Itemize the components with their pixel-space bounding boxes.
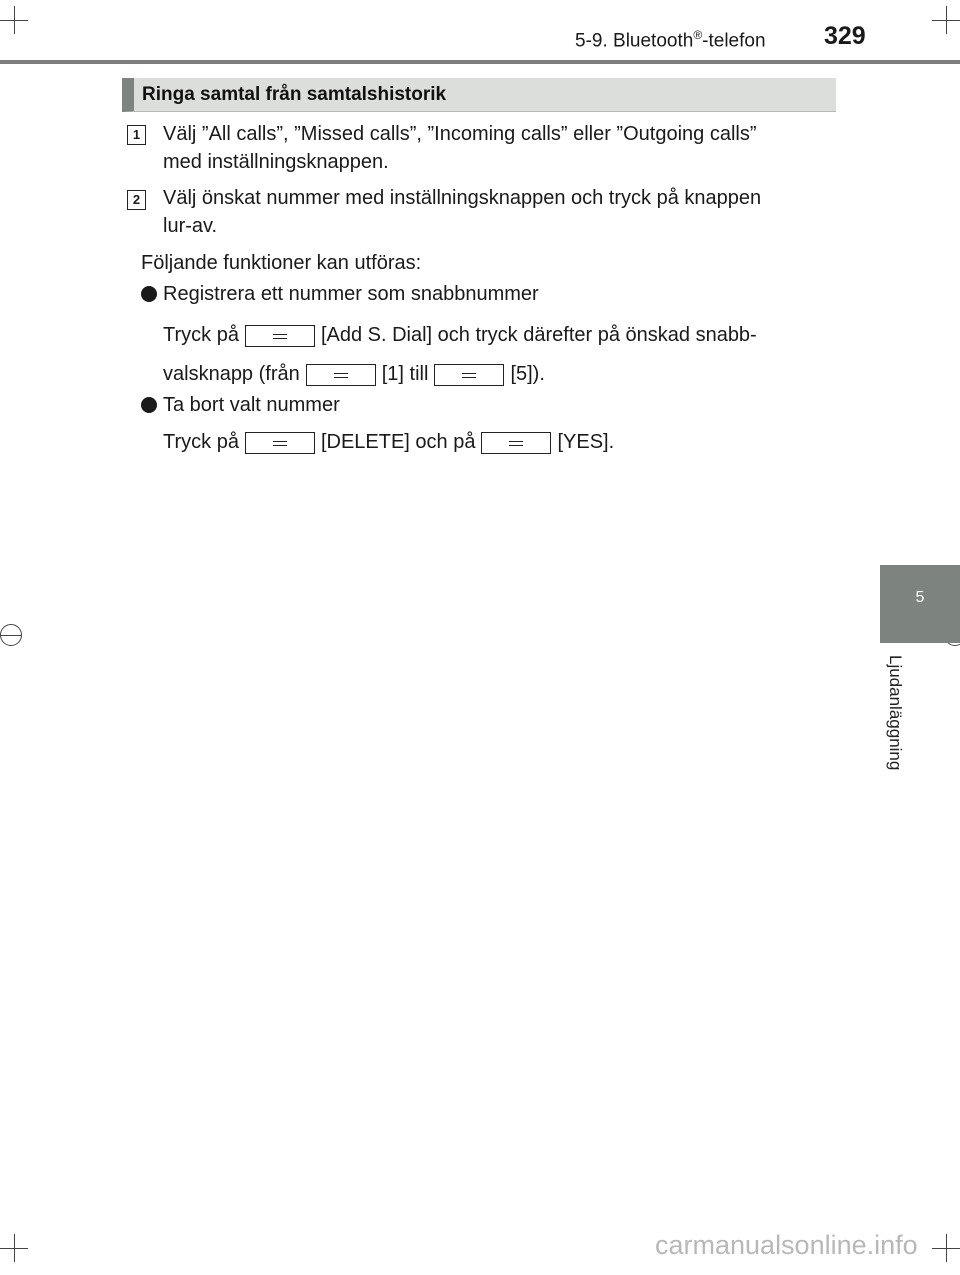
bullet-1-line1: Tryck på [Add S. Dial] och tryck därefter på önskad snabb- (163, 324, 757, 346)
chapter-number: 5 (915, 589, 925, 606)
bullet-icon (141, 286, 157, 302)
section-title: Ringa samtal från samtalshistorik (142, 84, 447, 105)
crop-mark (14, 6, 15, 34)
step-number-2: 2 (127, 190, 146, 210)
bullet-1-title: Registrera ett nummer som snabbnummer (163, 283, 539, 305)
steering-switch-icon (306, 364, 376, 386)
crop-mark (14, 1234, 15, 1262)
running-header: 5-9. Bluetooth®-telefon (575, 28, 766, 52)
step-2-text-line2: lur-av. (163, 215, 218, 237)
watermark: carmanualsonline.info (655, 1230, 918, 1260)
step-2-text-line1: Välj önskat nummer med inställningsknappen och tryck på knappen (163, 187, 762, 209)
steering-switch-icon (481, 432, 551, 454)
crop-circle (0, 624, 22, 646)
bullet-icon (141, 397, 157, 413)
bullet-1-line2: valsknapp (från [1] till [5]). (163, 363, 545, 385)
chapter-label: Ljudanläggning (886, 655, 905, 771)
section-header (122, 78, 836, 112)
steering-switch-icon (434, 364, 504, 386)
step-1-text-line2: med inställningsknappen. (163, 151, 389, 173)
bullet-2-title: Ta bort valt nummer (163, 394, 340, 416)
functions-intro: Följande funktioner kan utföras: (141, 252, 422, 274)
step-number-1: 1 (127, 125, 146, 145)
page-number: 329 (824, 22, 866, 50)
steering-switch-icon (245, 432, 315, 454)
crop-mark (946, 6, 947, 34)
steering-switch-icon (245, 325, 315, 347)
header-rule (0, 60, 960, 64)
crop-mark (946, 1234, 947, 1262)
step-1-text-line1: Välj ”All calls”, ”Missed calls”, ”Incoming calls” eller ”Outgoing calls” (163, 123, 757, 145)
chapter-tab (880, 565, 960, 643)
bullet-2-line1: Tryck på [DELETE] och på [YES]. (163, 431, 615, 453)
